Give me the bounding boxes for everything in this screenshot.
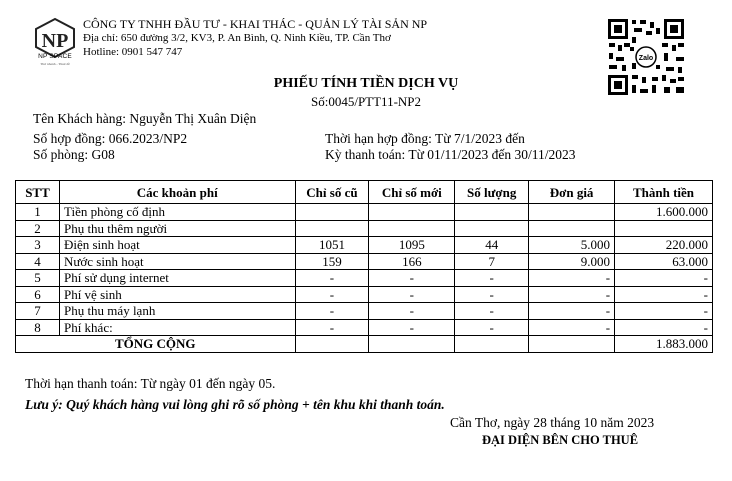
cell-new: - xyxy=(369,303,455,320)
note-label: Lưu ý: xyxy=(25,397,63,412)
cell-price xyxy=(529,204,615,221)
payment-note xyxy=(25,397,445,413)
table-row xyxy=(16,319,713,336)
company-address: Địa chỉ: 650 đường 3/2, KV3, P. An Bình, Q. Ninh Kiều, TP. Cần Thơ xyxy=(83,32,391,44)
cell-price: 5.000 xyxy=(529,237,615,254)
cell-qty xyxy=(455,220,529,237)
total-empty-cell xyxy=(295,336,369,353)
cell-amount: - xyxy=(615,319,713,336)
cell-new: 1095 xyxy=(369,237,455,254)
payment-deadline: Thời hạn thanh toán: Từ ngày 01 đến ngày 05. xyxy=(25,376,276,391)
cell-qty: - xyxy=(455,270,529,287)
company-name: CÔNG TY TNHH ĐẦU TƯ - KHAI THÁC - QUẢN LÝ TÀI SẢN NP xyxy=(83,17,428,31)
cell-amount: - xyxy=(615,303,713,320)
cell-amount: 1.600.000 xyxy=(615,204,713,221)
cell-old: 1051 xyxy=(295,237,369,254)
cell-price: - xyxy=(529,286,615,303)
signer-title: ĐẠI DIỆN BÊN CHO THUÊ xyxy=(482,433,639,447)
cell-item: Phí khác: xyxy=(59,319,295,336)
contract-term: Thời hạn hợp đồng: Từ 7/1/2023 đến xyxy=(325,131,525,146)
cell-old: 159 xyxy=(295,253,369,270)
cell-price: 9.000 xyxy=(529,253,615,270)
cell-qty: 7 xyxy=(455,253,529,270)
header-unit-price: Đơn giá xyxy=(529,181,615,204)
table-row xyxy=(16,286,713,303)
header-stt: STT xyxy=(16,181,60,204)
total-empty-cell xyxy=(529,336,615,353)
cell-qty: - xyxy=(455,303,529,320)
room-number: Số phòng: G08 xyxy=(33,147,115,162)
cell-item: Nước sinh hoạt xyxy=(59,253,295,270)
total-label: TỔNG CỘNG xyxy=(16,336,296,353)
cell-stt: 8 xyxy=(16,319,60,336)
header-old-reading: Chỉ số cũ xyxy=(295,181,369,204)
cell-new xyxy=(369,204,455,221)
table-row xyxy=(16,303,713,320)
header-amount: Thành tiền xyxy=(615,181,713,204)
cell-item: Phí vệ sinh xyxy=(59,286,295,303)
cell-old: - xyxy=(295,286,369,303)
cell-item: Phụ thu thêm người xyxy=(59,220,295,237)
cell-stt: 4 xyxy=(16,253,60,270)
cell-amount: 63.000 xyxy=(615,253,713,270)
cell-qty: 44 xyxy=(455,237,529,254)
cell-stt: 6 xyxy=(16,286,60,303)
header-new-reading: Chỉ số mới xyxy=(369,181,455,204)
document-title: PHIẾU TÍNH TIỀN DỊCH VỤ xyxy=(273,76,459,91)
table-row xyxy=(16,204,713,221)
total-row xyxy=(16,336,713,353)
cell-item: Phụ thu máy lạnh xyxy=(59,303,295,320)
company-hotline: Hotline: 0901 547 747 xyxy=(83,46,183,58)
cell-price: - xyxy=(529,319,615,336)
cell-new: 166 xyxy=(369,253,455,270)
cell-item: Điện sinh hoạt xyxy=(59,237,295,254)
contract-number: Số hợp đồng: 066.2023/NP2 xyxy=(33,131,188,146)
document-number: Số:0045/PTT11-NP2 xyxy=(310,94,422,109)
table-row xyxy=(16,253,713,270)
total-empty-cell xyxy=(455,336,529,353)
cell-amount xyxy=(615,220,713,237)
cell-qty: - xyxy=(455,286,529,303)
header-item: Các khoản phí xyxy=(59,181,295,204)
total-amount: 1.883.000 xyxy=(615,336,713,353)
cell-price xyxy=(529,220,615,237)
table-row xyxy=(16,237,713,254)
total-empty-cell xyxy=(369,336,455,353)
table-row xyxy=(16,220,713,237)
table-header-row xyxy=(16,181,713,204)
cell-amount: - xyxy=(615,286,713,303)
cell-new: - xyxy=(369,286,455,303)
cell-old: - xyxy=(295,319,369,336)
header-quantity: Số lượng xyxy=(455,181,529,204)
cell-old xyxy=(295,204,369,221)
cell-stt: 3 xyxy=(16,237,60,254)
cell-price: - xyxy=(529,270,615,287)
cell-old xyxy=(295,220,369,237)
cell-item: Tiền phòng cố định xyxy=(59,204,295,221)
table-row xyxy=(16,270,713,287)
cell-new: - xyxy=(369,270,455,287)
cell-stt: 2 xyxy=(16,220,60,237)
svg-text:NP: NP xyxy=(41,30,69,52)
cell-price: - xyxy=(529,303,615,320)
cell-new xyxy=(369,220,455,237)
cell-qty xyxy=(455,204,529,221)
cell-old: - xyxy=(295,303,369,320)
note-text: Quý khách hàng vui lòng ghi rõ số phòng + tên khu khi thanh toán. xyxy=(62,397,445,412)
date-line: Cần Thơ, ngày 28 tháng 10 năm 2023 xyxy=(450,415,655,430)
cell-stt: 1 xyxy=(16,204,60,221)
customer-name: Tên Khách hàng: Nguyễn Thị Xuân Diện xyxy=(33,111,257,126)
cell-qty: - xyxy=(455,319,529,336)
cell-amount: - xyxy=(615,270,713,287)
logo-tagline: Thư nhanh - Thuê dễ xyxy=(40,62,70,66)
logo-caption: NP SPACE xyxy=(38,53,72,60)
cell-stt: 7 xyxy=(16,303,60,320)
qr-zalo-label: Zalo xyxy=(638,55,654,62)
billing-period: Kỳ thanh toán: Từ 01/11/2023 đến 30/11/2023 xyxy=(325,147,576,162)
cell-old: - xyxy=(295,270,369,287)
cell-new: - xyxy=(369,319,455,336)
fee-table xyxy=(15,180,713,353)
cell-amount: 220.000 xyxy=(615,237,713,254)
cell-item: Phí sử dụng internet xyxy=(59,270,295,287)
cell-stt: 5 xyxy=(16,270,60,287)
